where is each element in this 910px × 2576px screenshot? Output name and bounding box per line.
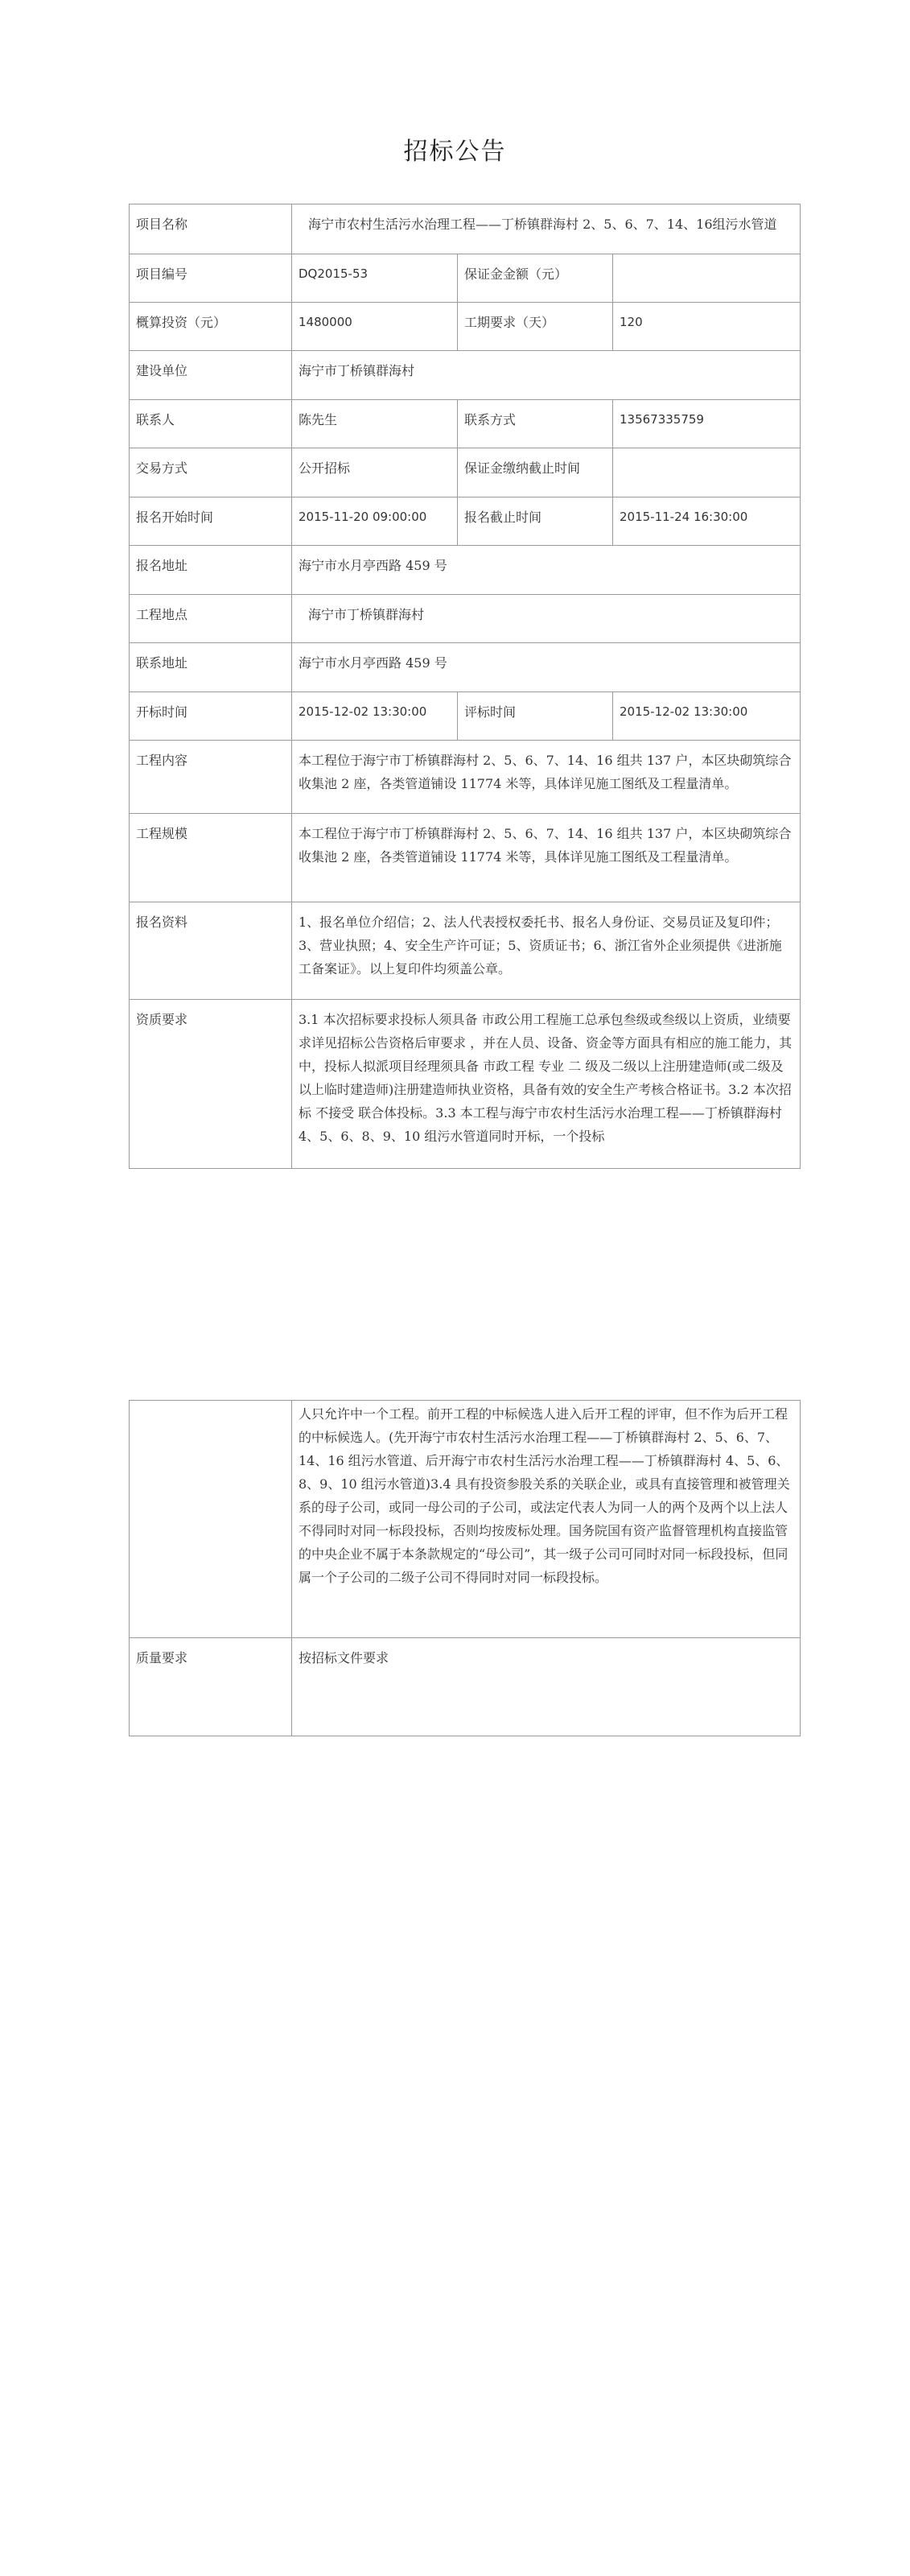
row-qualification-cont	[130, 1401, 801, 1638]
row-site	[130, 595, 801, 643]
label-open-time: 开标时间	[130, 692, 292, 741]
value-content: 本工程位于海宁市丁桥镇群海村 2、5、6、7、14、16 组共 137 户，本区块砌筑综合收集池 2 座，各类管道铺设 11774 米等，具体详见施工图纸及工程量清单。	[292, 741, 801, 814]
label-signup-addr: 报名地址	[130, 546, 292, 595]
label-signup-start: 报名开始时间	[130, 497, 292, 546]
label-qualification: 资质要求	[130, 1000, 292, 1169]
row-scale	[130, 814, 801, 902]
label-content: 工程内容	[130, 741, 292, 814]
label-builder: 建设单位	[130, 351, 292, 400]
value-eval-time: 2015-12-02 13:30:00	[613, 692, 801, 741]
row-project-no	[130, 254, 801, 303]
value-quality: 按招标文件要求	[292, 1638, 801, 1736]
value-builder: 海宁市丁桥镇群海村	[292, 351, 801, 400]
row-content	[130, 741, 801, 814]
label-project-no: 项目编号	[130, 254, 292, 303]
row-materials	[130, 902, 801, 1000]
row-open-time	[130, 692, 801, 741]
value-signup-addr: 海宁市水月亭西路 459 号	[292, 546, 801, 595]
value-qualification-part2: 人只允许中一个工程。前开工程的中标候选人进入后开工程的评审，但不作为后开工程的中标候选人。(先开海宁市农村生活污水治理工程——丁桥镇群海村 2、5、6、7、14、16 组污水管道、后开海宁市农村生活污水治理工程——丁桥镇群海村 4、5、6、8、9、10 组污水管道)3.4 具有投资参股关系的关联企业，或具有直接管理和被管理关系的母子公司，或同一母公司的子公司，或法定代表人为同一人的两个及两个以上法人不得同时对同一标段投标，否则均按废标处理。国务院国有资产监督管理机构直接监管的中央企业不属于本条款规定的“母公司”，其一级子公司可同时对同一标段投标，但同属一个子公司的二级子公司不得同时对同一标段投标。	[292, 1401, 801, 1638]
value-project-no: DQ2015-53	[292, 254, 458, 303]
row-qualification	[130, 1000, 801, 1169]
label-budget: 概算投资（元）	[130, 303, 292, 351]
label-scale: 工程规模	[130, 814, 292, 902]
row-signup-addr	[130, 546, 801, 595]
tender-table-page1	[129, 204, 801, 1169]
label-materials: 报名资料	[130, 902, 292, 1000]
label-project-name: 项目名称	[130, 204, 292, 254]
value-open-time: 2015-12-02 13:30:00	[292, 692, 458, 741]
label-qualification-cont	[130, 1401, 292, 1638]
value-project-name: 海宁市农村生活污水治理工程——丁桥镇群海村 2、5、6、7、14、16组污水管道	[292, 204, 801, 254]
value-contact-addr: 海宁市水月亭西路 459 号	[292, 643, 801, 692]
label-deposit-deadline: 保证金缴纳截止时间	[458, 448, 613, 497]
value-signup-start: 2015-11-20 09:00:00	[292, 497, 458, 546]
value-deposit	[613, 254, 801, 303]
value-site: 海宁市丁桥镇群海村	[292, 595, 801, 643]
row-quality	[130, 1638, 801, 1736]
label-site: 工程地点	[130, 595, 292, 643]
label-duration: 工期要求（天）	[458, 303, 613, 351]
label-contact-addr: 联系地址	[130, 643, 292, 692]
value-scale: 本工程位于海宁市丁桥镇群海村 2、5、6、7、14、16 组共 137 户，本区块砌筑综合收集池 2 座，各类管道铺设 11774 米等，具体详见施工图纸及工程量清单。	[292, 814, 801, 902]
page-title: 招标公告	[403, 138, 507, 166]
label-eval-time: 评标时间	[458, 692, 613, 741]
label-contact: 联系人	[130, 400, 292, 448]
value-duration: 120	[613, 303, 801, 351]
row-signup-time	[130, 497, 801, 546]
value-materials: 1、报名单位介绍信；2、法人代表授权委托书、报名人身份证、交易员证及复印件；3、营业执照；4、安全生产许可证；5、资质证书；6、浙江省外企业须提供《进浙施工备案证》。以上复印件均须盖公章。	[292, 902, 801, 1000]
row-contact	[130, 400, 801, 448]
value-contact-phone: 13567335759	[613, 400, 801, 448]
value-qualification-part1: 3.1 本次招标要求投标人须具备 市政公用工程施工总承包叁级或叁级以上资质，业绩要求详见招标公告资格后审要求 ，并在人员、设备、资金等方面具有相应的施工能力，其中，投标人拟派项目经理须具备 市政工程 专业 二 级及二级以上注册建造师(或二级及以上临时建造师)注册建造师执业资格，具备有效的安全生产考核合格证书。3.2 本次招标 不接受 联合体投标。3.3 本工程与海宁市农村生活污水治理工程——丁桥镇群海村 4、5、6、8、9、10 组污水管道同时开标，一个投标	[292, 1000, 801, 1169]
value-budget: 1480000	[292, 303, 458, 351]
label-quality: 质量要求	[130, 1638, 292, 1736]
label-contact-phone: 联系方式	[458, 400, 613, 448]
row-contact-addr	[130, 643, 801, 692]
label-deposit: 保证金金额（元）	[458, 254, 613, 303]
row-budget	[130, 303, 801, 351]
value-contact: 陈先生	[292, 400, 458, 448]
value-trade: 公开招标	[292, 448, 458, 497]
row-builder	[130, 351, 801, 400]
row-trade	[130, 448, 801, 497]
row-project-name	[130, 204, 801, 254]
label-signup-end: 报名截止时间	[458, 497, 613, 546]
tender-table-page2	[129, 1400, 801, 1736]
label-trade: 交易方式	[130, 448, 292, 497]
value-deposit-deadline	[613, 448, 801, 497]
value-signup-end: 2015-11-24 16:30:00	[613, 497, 801, 546]
